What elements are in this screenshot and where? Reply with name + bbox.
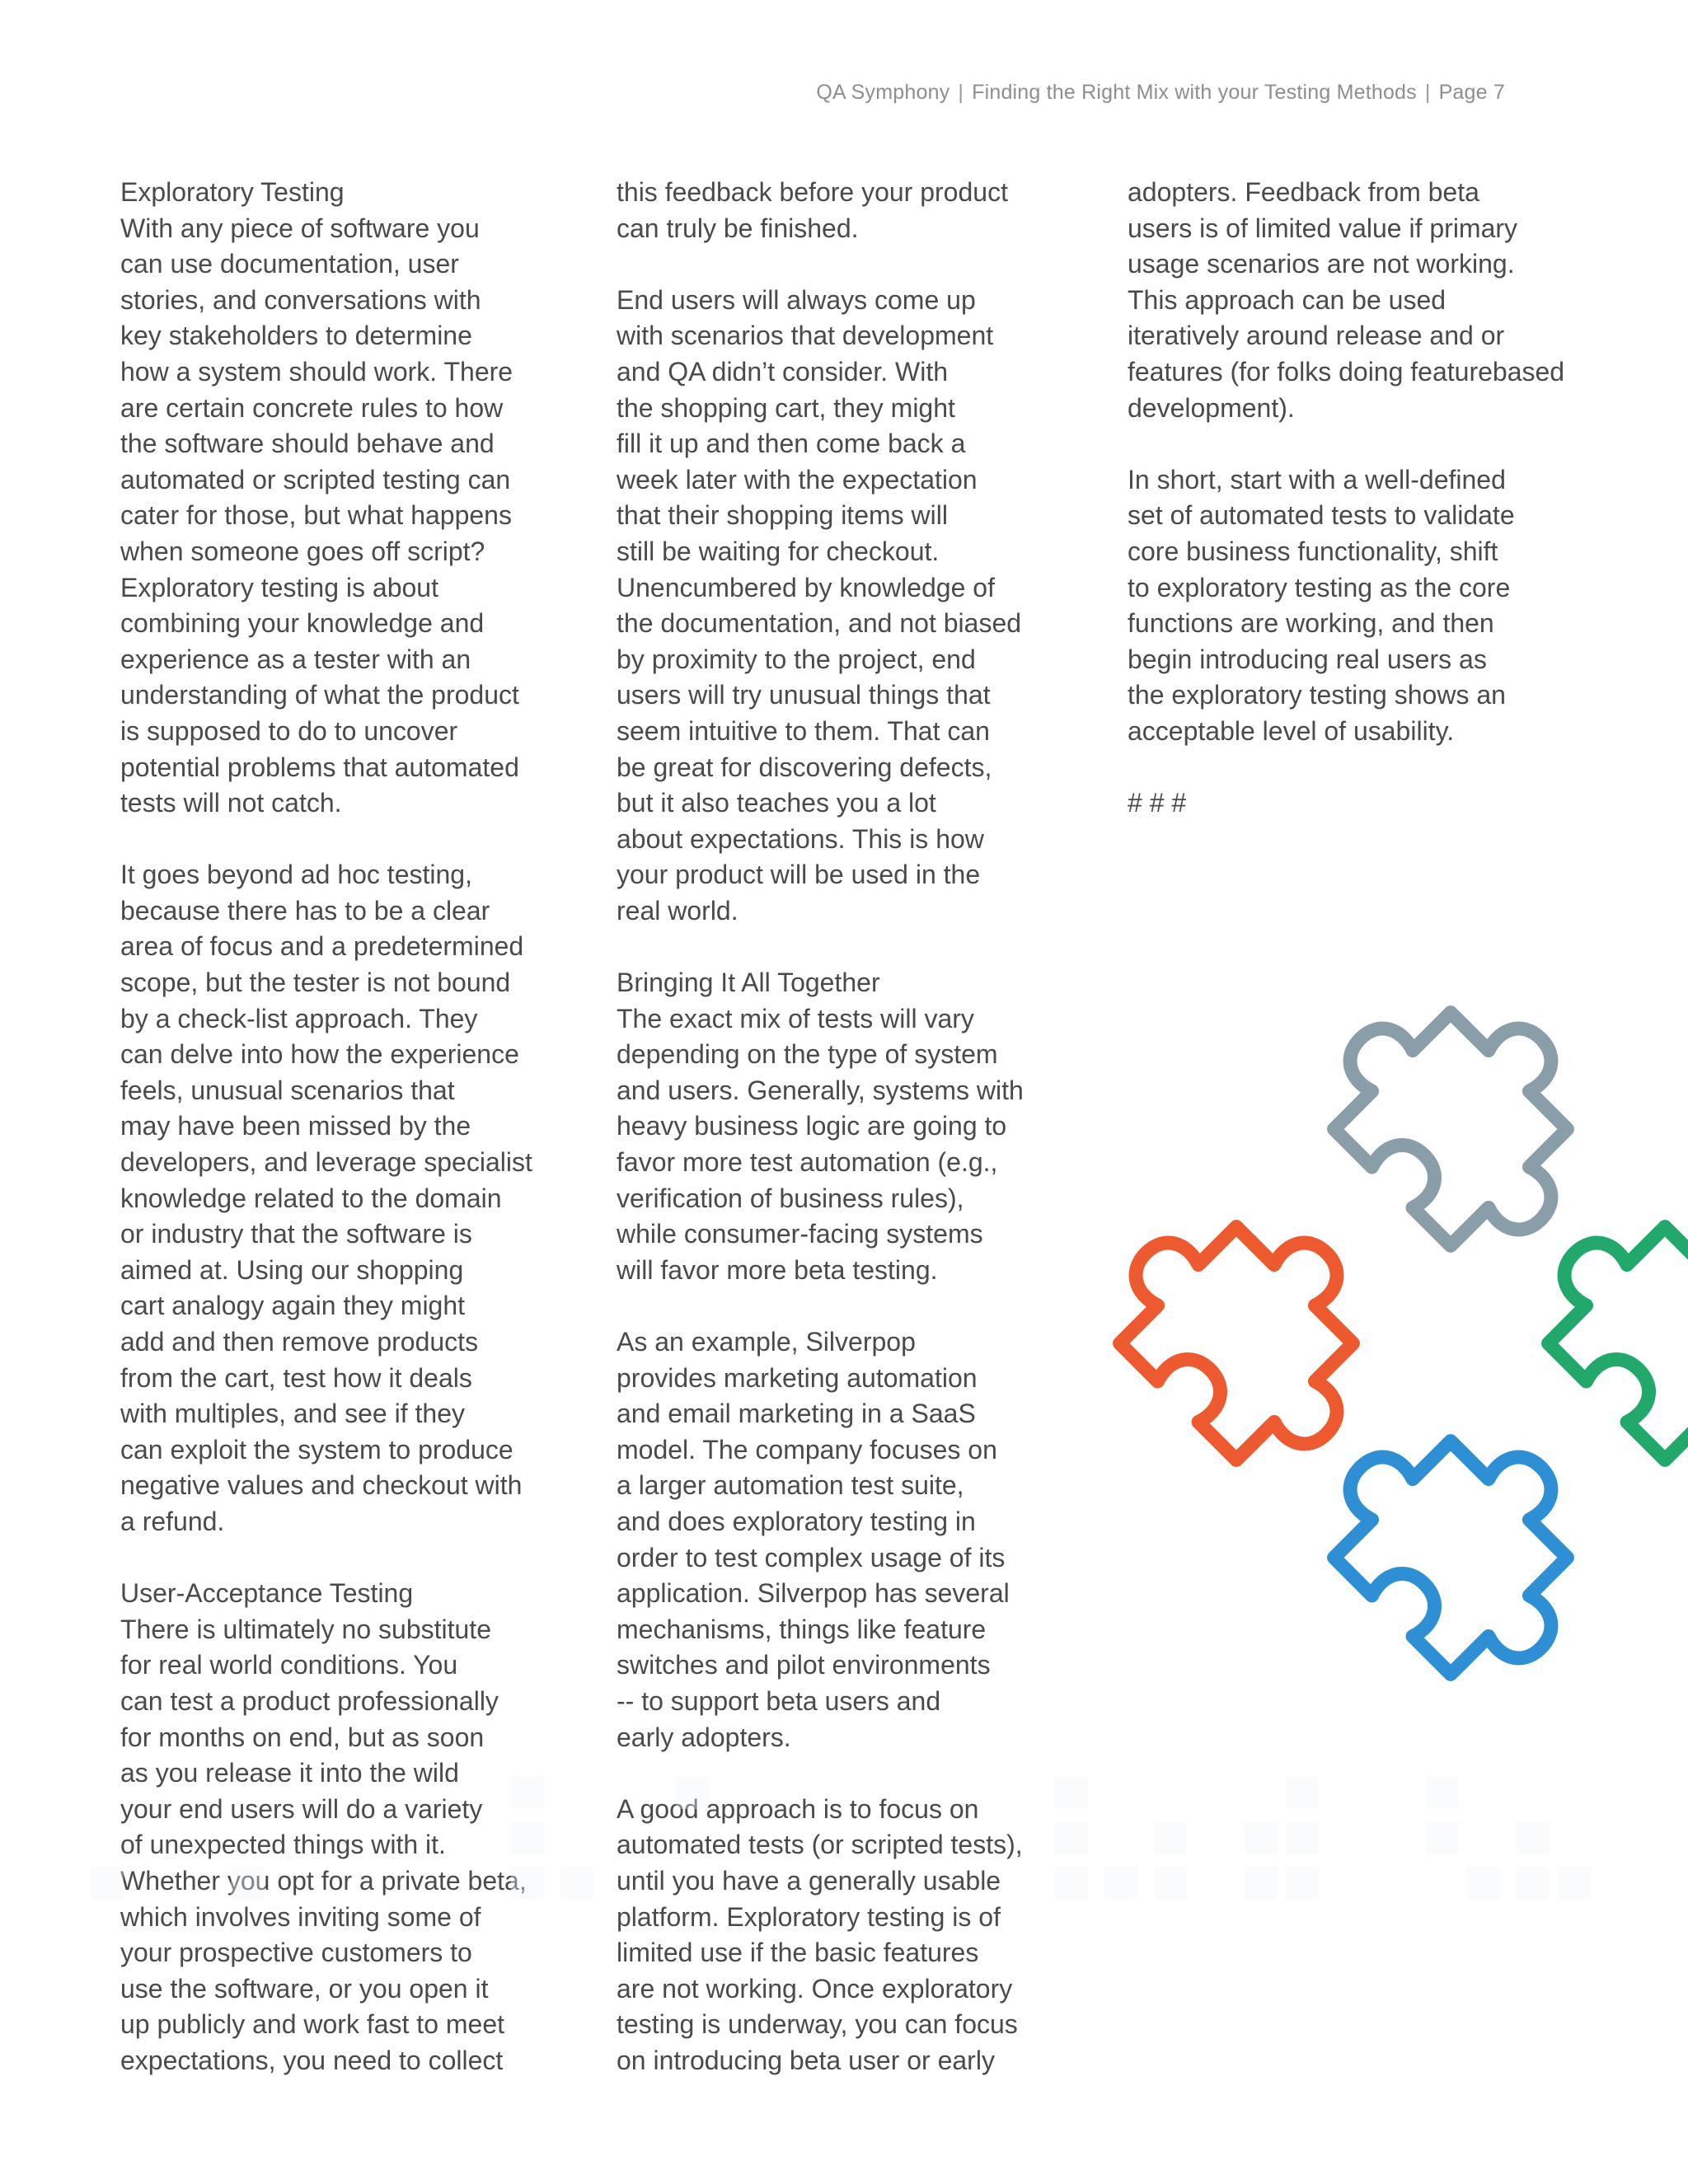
text-line: User-Acceptance Testing — [120, 1578, 414, 1609]
puzzle-pieces-icon — [1039, 931, 1688, 1772]
text-line: and does exploratory testing in — [617, 1506, 976, 1536]
text-line: cart analogy again they might — [120, 1291, 466, 1321]
text-line: combining your knowledge and — [120, 608, 485, 639]
text-line: There is ultimately no substitute — [120, 1614, 491, 1644]
text-line: by a check-list approach. They — [120, 1003, 478, 1033]
text-line: by proximity to the project, end — [617, 644, 976, 674]
text-line: a larger automation test suite, — [617, 1470, 964, 1501]
text-line: are not working. Once exploratory — [617, 1973, 1013, 2004]
header-company: QA Symphony — [816, 81, 950, 104]
text-line: from the cart, test how it deals — [120, 1362, 472, 1393]
text-line: iteratively around release and or — [1128, 321, 1505, 351]
text-line: of unexpected things with it. — [120, 1830, 446, 1860]
paragraph-spacer — [1128, 750, 1573, 786]
text-line: As an example, Silverpop — [617, 1327, 916, 1357]
text-line: favor more test automation (e.g., — [617, 1147, 998, 1178]
text-line: a refund. — [120, 1506, 225, 1536]
text-line: until you have a generally usable — [617, 1865, 1001, 1896]
text-line: with scenarios that development — [617, 321, 994, 351]
text-line: but it also teaches you a lot — [617, 788, 936, 818]
text-line: use the software, or you open it — [120, 1973, 489, 2004]
text-line: or industry that the software is — [120, 1219, 472, 1249]
header-page-number: Page 7 — [1438, 81, 1505, 104]
text-line: add and then remove products — [120, 1327, 479, 1357]
text-line: can truly be finished. — [617, 213, 859, 243]
paragraph-spacer — [617, 1288, 1053, 1324]
text-line: development). — [1128, 392, 1295, 423]
paragraph-spacer — [120, 822, 549, 858]
text-line: In short, start with a well-defined — [1128, 464, 1506, 494]
paragraph-spacer — [617, 246, 1053, 283]
text-line: when someone goes off script? — [120, 536, 485, 566]
text-line: up publicly and work fast to meet — [120, 2009, 505, 2040]
text-line: for real world conditions. You — [120, 1650, 458, 1680]
text-line: the documentation, and not biased — [617, 608, 1022, 639]
text-line: understanding of what the product — [120, 680, 519, 710]
text-line: this feedback before your product — [617, 177, 1008, 207]
header-separator: | — [958, 81, 964, 104]
paragraph-spacer — [120, 1540, 549, 1577]
text-line: tests will not catch. — [120, 788, 342, 818]
text-line: automated tests (or scripted tests), — [617, 1830, 1023, 1860]
text-line: expectations, you need to collect — [120, 2045, 504, 2075]
text-line: that their shopping items will — [617, 500, 948, 531]
text-line: to exploratory testing as the core — [1128, 572, 1511, 602]
text-line: automated or scripted testing can — [120, 464, 511, 494]
paragraph-spacer — [617, 929, 1053, 965]
text-line: begin introducing real users as — [1128, 644, 1487, 674]
text-line: potential problems that automated — [120, 752, 519, 782]
text-line: real world. — [617, 895, 738, 926]
text-line: core business functionality, shift — [1128, 536, 1498, 566]
text-line: your product will be used in the — [617, 860, 981, 890]
text-line: adopters. Feedback from beta — [1128, 177, 1479, 207]
text-line: the software should behave and — [120, 429, 495, 459]
text-line: order to test complex usage of its — [617, 1542, 1006, 1572]
text-line: Exploratory Testing — [120, 177, 345, 207]
text-line: scope, but the tester is not bound — [120, 968, 511, 998]
text-line: platform. Exploratory testing is of — [617, 1901, 1001, 1932]
text-line: and QA didn’t consider. With — [617, 356, 948, 387]
text-line: depending on the type of system — [617, 1039, 998, 1070]
text-line: With any piece of software you — [120, 213, 480, 243]
text-line: limited use if the basic features — [617, 1938, 979, 1968]
text-line: for months on end, but as soon — [120, 1722, 485, 1752]
text-line: can delve into how the experience — [120, 1039, 519, 1070]
text-line: which involves inviting some of — [120, 1901, 481, 1932]
text-line: negative values and checkout with — [120, 1470, 523, 1501]
text-line: as you release it into the wild — [120, 1758, 459, 1788]
text-line: model. The company focuses on — [617, 1434, 997, 1465]
text-line: # # # — [1128, 788, 1187, 818]
text-line: features (for folks doing featurebased — [1128, 356, 1565, 387]
text-line: functions are working, and then — [1128, 608, 1494, 639]
text-line: Bringing It All Together — [617, 968, 880, 998]
text-line: developers, and leverage specialist — [120, 1147, 532, 1178]
text-line: usage scenarios are not working. — [1128, 249, 1515, 279]
page-header — [816, 81, 1505, 105]
text-line: key stakeholders to determine — [120, 321, 472, 351]
text-line: cater for those, but what happens — [120, 500, 512, 531]
text-line: Whether you opt for a private beta, — [120, 1865, 527, 1896]
text-line: week later with the expectation — [617, 464, 978, 494]
text-line: the exploratory testing shows an — [1128, 680, 1506, 710]
text-line: seem intuitive to them. That can — [617, 715, 990, 746]
text-line: can exploit the system to produce — [120, 1434, 513, 1465]
text-line: are certain concrete rules to how — [120, 392, 504, 423]
text-line: mechanisms, things like feature — [617, 1614, 987, 1644]
text-line: experience as a tester with an — [120, 644, 471, 674]
text-line: is supposed to do to uncover — [120, 715, 458, 746]
text-line: feels, unusual scenarios that — [120, 1075, 455, 1105]
text-line: heavy business logic are going to — [617, 1111, 1007, 1141]
text-line: on introducing beta user or early — [617, 2045, 995, 2075]
text-line: can test a product professionally — [120, 1685, 499, 1716]
text-line: stories, and conversations with — [120, 284, 481, 315]
text-line: users is of limited value if primary — [1128, 213, 1518, 243]
orange-puzzle-piece — [1088, 1163, 1418, 1493]
text-line: can use documentation, user — [120, 249, 459, 279]
text-line: will favor more beta testing. — [617, 1254, 938, 1285]
text-column-3 — [1128, 175, 1573, 822]
text-line: The exact mix of tests will vary — [617, 1003, 974, 1033]
text-line: Unencumbered by knowledge of — [617, 572, 995, 602]
text-line: provides marketing automation — [617, 1362, 978, 1393]
text-line: and email marketing in a SaaS — [617, 1399, 976, 1429]
text-line: Exploratory testing is about — [120, 572, 438, 602]
text-line: about expectations. This is how — [617, 823, 984, 854]
text-line: This approach can be used — [1128, 284, 1447, 315]
text-line: because there has to be a clear — [120, 895, 490, 926]
blue-puzzle-piece — [1302, 1377, 1632, 1707]
text-line: End users will always come up — [617, 284, 976, 315]
paragraph-spacer — [1128, 426, 1573, 462]
text-line: acceptable level of usability. — [1128, 715, 1455, 746]
text-line: the shopping cart, they might — [617, 392, 955, 423]
text-line: testing is underway, you can focus — [617, 2009, 1018, 2040]
text-line: -- to support beta users and — [617, 1685, 941, 1716]
text-line: your prospective customers to — [120, 1938, 472, 1968]
text-line: users will try unusual things that — [617, 680, 991, 710]
text-line: application. Silverpop has several — [617, 1578, 1010, 1609]
header-title: Finding the Right Mix with your Testing Methods — [972, 81, 1417, 104]
text-line: aimed at. Using our shopping — [120, 1254, 464, 1285]
text-line: early adopters. — [617, 1722, 791, 1752]
text-line: how a system should work. There — [120, 356, 513, 387]
text-line: switches and pilot environments — [617, 1650, 991, 1680]
text-line: It goes beyond ad hoc testing, — [120, 860, 472, 890]
text-line: and users. Generally, systems with — [617, 1075, 1024, 1105]
text-line: may have been missed by the — [120, 1111, 471, 1141]
background-pattern — [82, 1764, 1599, 1904]
text-line: your end users will do a variety — [120, 1793, 483, 1824]
text-line: A good approach is to focus on — [617, 1793, 979, 1824]
text-line: area of focus and a predetermined — [120, 931, 524, 962]
text-line: verification of business rules), — [617, 1183, 964, 1213]
gray-puzzle-piece — [1302, 949, 1632, 1278]
header-separator: | — [1424, 81, 1431, 104]
text-line: be great for discovering defects, — [617, 752, 992, 782]
text-line: fill it up and then come back a — [617, 429, 966, 459]
text-line: still be waiting for checkout. — [617, 536, 940, 566]
text-line: with multiples, and see if they — [120, 1399, 465, 1429]
text-line: while consumer-facing systems — [617, 1219, 983, 1249]
text-line: set of automated tests to validate — [1128, 500, 1515, 531]
text-line: knowledge related to the domain — [120, 1183, 502, 1213]
